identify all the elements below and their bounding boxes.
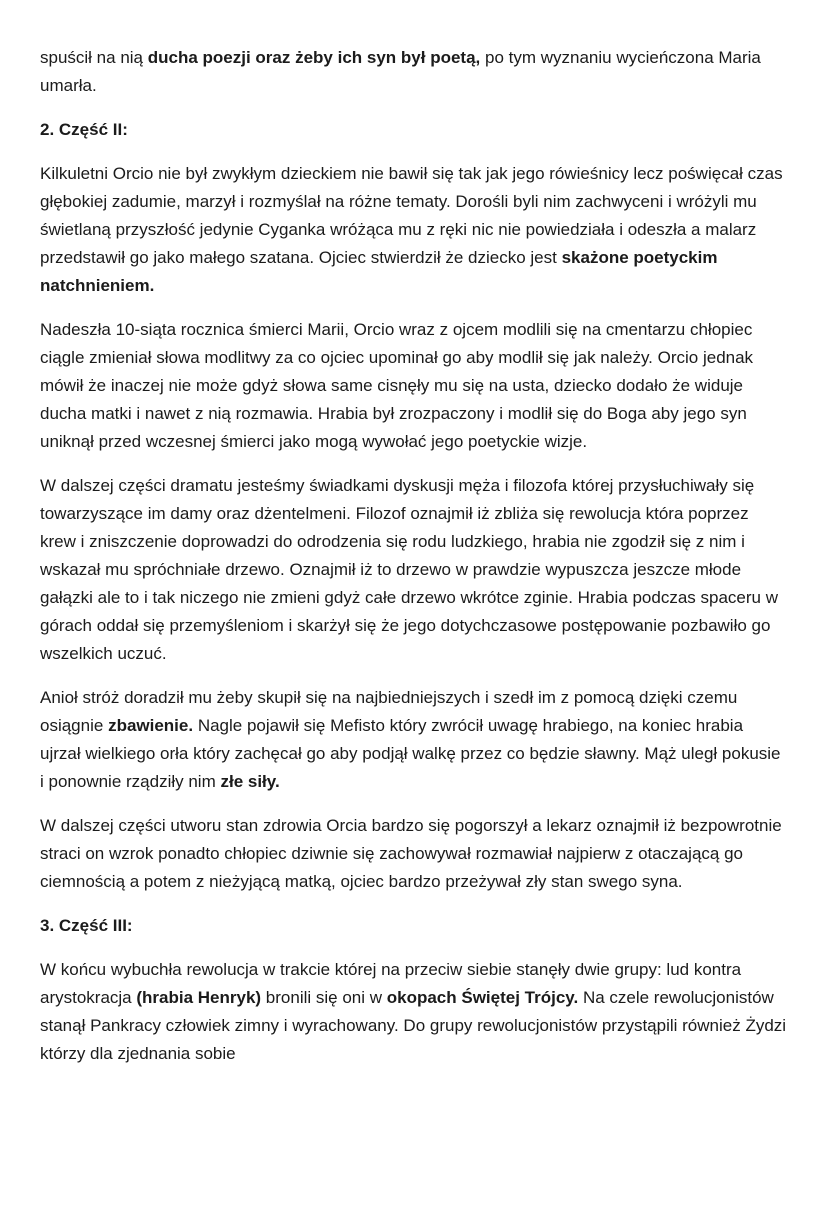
paragraph: [40, 956, 788, 1068]
text-run: spuścił na nią: [40, 48, 148, 67]
text-run: W końcu wybuchła rewolucja w trakcie której na przeciw siebie stanęły dwie grupy: lud kontra arystokracja: [40, 960, 742, 1007]
bold-text-run: zbawienie.: [108, 716, 194, 735]
bold-text-run: skażone poetyckim natchnieniem.: [40, 248, 718, 295]
document-content: [40, 44, 788, 1068]
text-run: Kilkuletni Orcio nie był zwykłym dzieckiem nie bawił się tak jak jego rówieśnicy lecz poświęcał czas głębokiej zadumie, marzył i rozmyślał na różne tematy. Dorośli byli nim zachwyceni i wróżyli mu świetlaną przyszłość jedynie Cyganka wróżąca mu z ręki nic nie powiedziała i odeszła a malarz przedstawił go jako małego szatana. Ojciec stwierdził że dziecko jest: [40, 164, 783, 267]
paragraph: [40, 316, 788, 456]
paragraph: [40, 472, 788, 668]
bold-text-run: złe siły.: [220, 772, 280, 791]
bold-text-run: 2. Część II:: [40, 120, 128, 139]
paragraph: [40, 44, 788, 100]
text-run: W dalszej części utworu stan zdrowia Orcia bardzo się pogorszył a lekarz oznajmił iż bezpowrotnie straci on wzrok ponadto chłopiec dziwnie się zachowywał rozmawiał najpierw z otaczającą go ciemnością a potem z nieżyjącą matką, ojciec bardzo przeżywał zły stan swego syna.: [40, 816, 782, 891]
section-heading: [40, 912, 788, 940]
bold-text-run: ducha poezji oraz żeby ich syn był poetą,: [147, 48, 481, 67]
text-run: Nadeszła 10-siąta rocznica śmierci Marii, Orcio wraz z ojcem modlili się na cmentarzu chłopiec ciągle zmieniał słowa modlitwy za co ojciec upominał go aby modlił się jak należy. Orcio jednak mówił że inaczej nie może gdyż słowa same cisnęły mu się na usta, dziecko dodało że widuje ducha matki i nawet z nią rozmawia. Hrabia był zrozpaczony i modlił się do Boga aby jego syn uniknął przed wczesnej śmierci jako mogą wywołać jego poetyckie wizje.: [40, 320, 754, 451]
bold-text-run: (hrabia Henryk): [136, 988, 262, 1007]
text-run: Anioł stróż doradził mu żeby skupił się na najbiedniejszych i szedł im z pomocą dzięki czemu osiągnie: [40, 688, 738, 735]
bold-text-run: okopach Świętej Trójcy.: [386, 988, 579, 1007]
text-run: Nagle pojawił się Mefisto który zwrócił uwagę hrabiego, na koniec hrabia ujrzał wielkiego orła który zachęcał go aby podjął walkę przez co będzie sławny. Mąż uległ pokusie i ponownie rządziły nim: [40, 716, 781, 791]
bold-text-run: 3. Część III:: [40, 916, 133, 935]
paragraph: [40, 812, 788, 896]
text-run: bronili się oni w: [261, 988, 387, 1007]
paragraph: [40, 684, 788, 796]
paragraph: [40, 160, 788, 300]
text-run: W dalszej części dramatu jesteśmy świadkami dyskusji męża i filozofa której przysłuchiwały się towarzyszące im damy oraz dżentelmeni. Filozof oznajmił iż zbliża się rewolucja która poprzez krew i zniszczenie doprowadzi do odrodzenia się rodu ludzkiego, hrabia nie zgodził się z nim i wskazał mu spróchniałe drzewo. Oznajmił iż to drzewo w prawdzie wypuszcza jeszcze młode gałązki ale to i tak niczego nie zmieni gdyż całe drzewo wkrótce zginie. Hrabia podczas spaceru w górach oddał się przemyśleniom i skarżył się że jego dotychczasowe postępowanie pozbawiło go wszelkich uczuć.: [40, 476, 778, 663]
text-run: po tym wyznaniu wycieńczona Maria umarła.: [40, 48, 761, 95]
section-heading: [40, 116, 788, 144]
text-run: Na czele rewolucjonistów stanął Pankracy człowiek zimny i wyrachowany. Do grupy rewolucjonistów przystąpili również Żydzi którzy dla zjednania sobie: [40, 988, 787, 1063]
